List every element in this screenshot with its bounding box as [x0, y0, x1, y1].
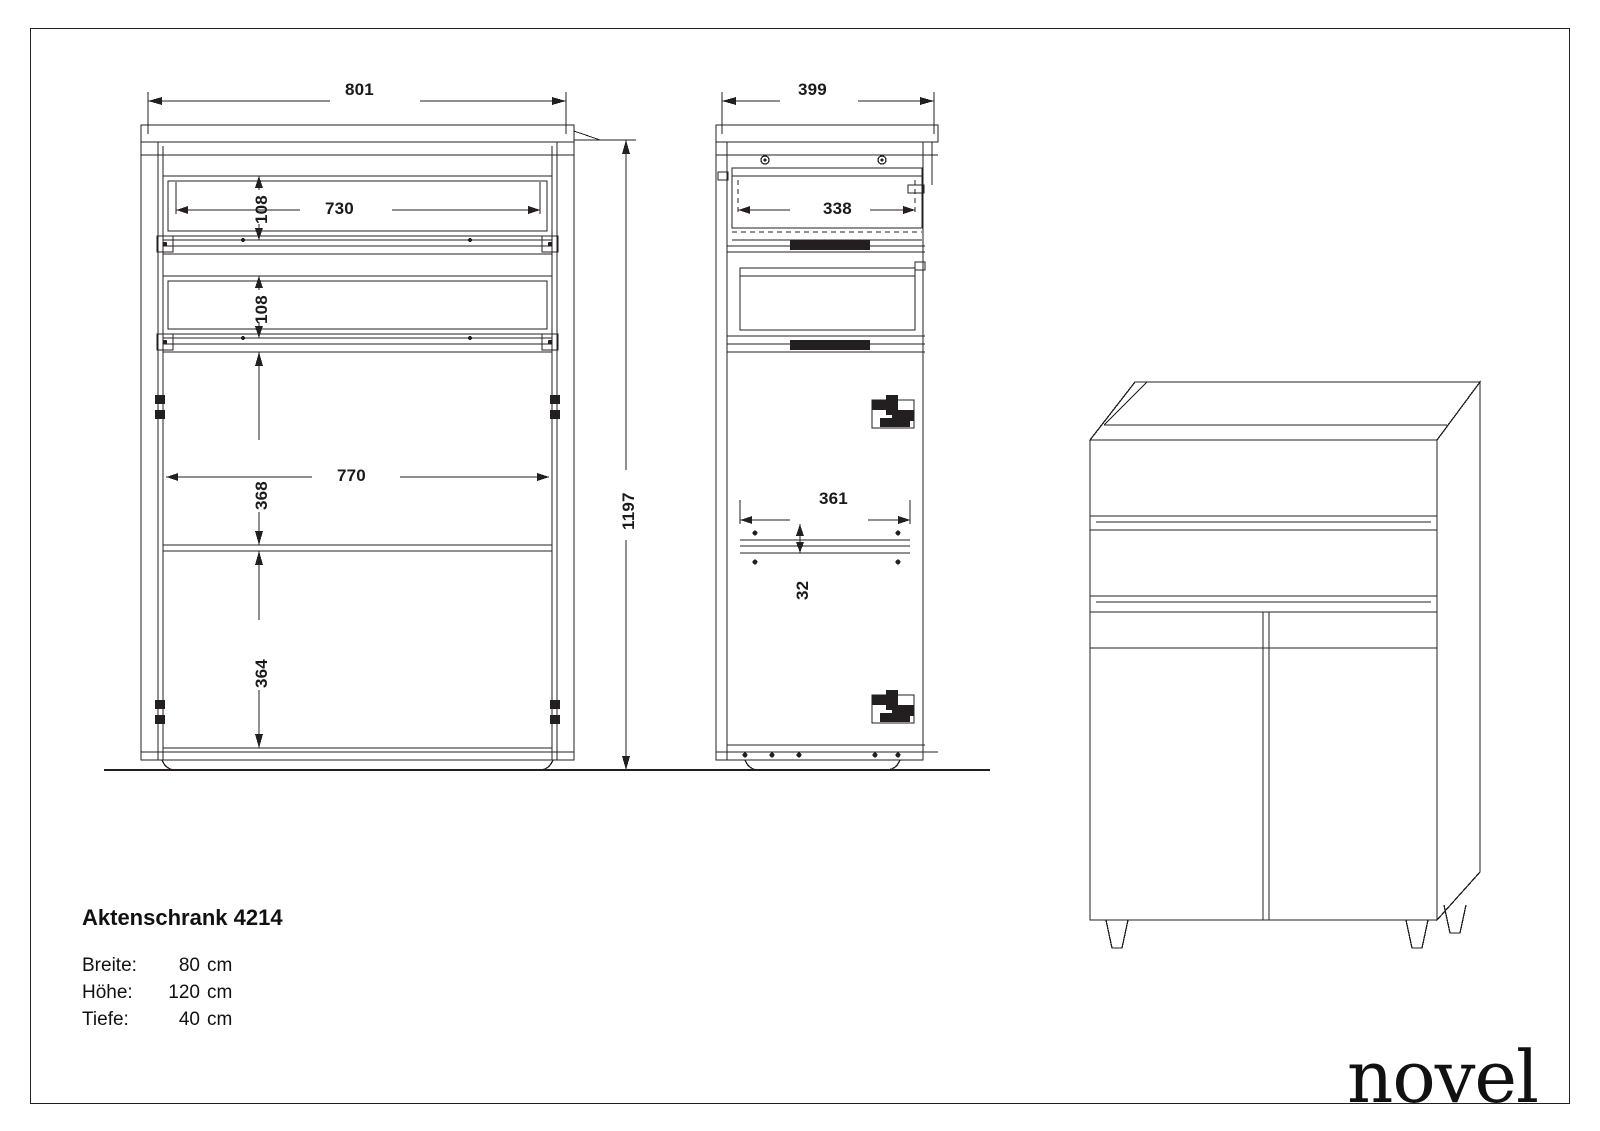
spec-value-depth: 40 [178, 1008, 200, 1030]
spec-row-depth [82, 1007, 283, 1034]
title-block [82, 905, 283, 1034]
spec-row-width [82, 953, 283, 980]
dim-side-drawer-depth: 338 [823, 199, 852, 218]
dim-front-drawer2-height: 108 [252, 295, 271, 324]
spec-label-width: Breite: [82, 955, 137, 976]
spec-row-height [82, 980, 283, 1007]
dim-side-overall-depth: 399 [798, 80, 827, 99]
spec-unit-width: cm [207, 955, 233, 976]
dim-front-overall-width: 801 [345, 80, 374, 99]
dim-side-shelf-offset: 32 [793, 580, 812, 600]
spec-unit-height: cm [207, 981, 233, 1003]
dim-front-lower-compartment-height: 364 [252, 659, 271, 688]
spec-label-depth: Tiefe: [82, 1008, 129, 1030]
dim-side-shelf-depth: 361 [819, 489, 848, 508]
product-title: Aktenschrank 4214 [82, 905, 283, 930]
spec-value-height: 120 [168, 981, 200, 1003]
dim-front-shelf-width: 770 [337, 466, 366, 485]
dim-front-overall-height: 1197 [619, 492, 638, 530]
spec-unit-depth: cm [207, 1008, 233, 1030]
dim-front-drawer1-height: 108 [252, 195, 271, 224]
brand-logo: novel [1346, 1035, 1538, 1119]
dim-front-drawer1-width: 730 [325, 199, 354, 218]
spec-value-width: 80 [178, 955, 200, 976]
spec-label-height: Höhe: [82, 981, 133, 1003]
dim-front-shelf-height: 368 [252, 481, 271, 510]
